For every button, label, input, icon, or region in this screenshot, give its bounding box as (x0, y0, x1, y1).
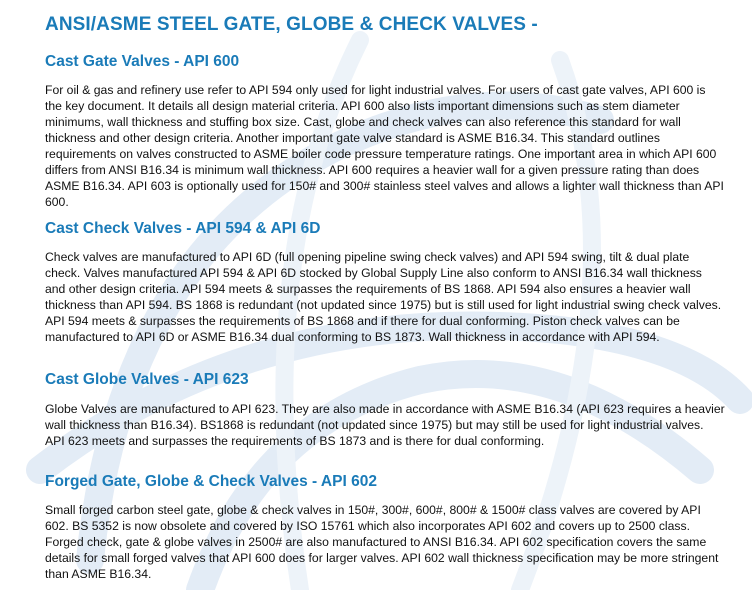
section-body-forged: Small forged carbon steel gate, globe & check valves in 150#, 300#, 600#, 800# & 1500# class valves are covered by API 602. BS 5352 is now obsolete and covered by ISO 15761 which also incorporates API 602 and covers up to 2500 class. Forged check, gate & globe valves in 2500# are also manufactured to ANSI B16.34. API 602 specification covers the same details for small forged valves that API 600 does for larger valves. API 602 wall thickness specification may be more stringent than ASME B16.34. (45, 503, 719, 581)
section-heading-cast-globe: Cast Globe Valves - API 623 (45, 371, 249, 388)
section-heading-cast-check: Cast Check Valves - API 594 & API 6D (45, 220, 321, 237)
section-heading-forged: Forged Gate, Globe & Check Valves - API 602 (45, 473, 377, 490)
section-body-cast-check: Check valves are manufactured to API 6D (full opening pipeline swing check valves) and API 594 swing, tilt & dual plate check. Valves manufactured API 594 & API 6D stocked by Global Supply Line also conform to ANSI B16.34 wall thickness and other design criteria. API 594 meets & surpasses the requirements of BS 1868. API 594 also ensures a heavier wall thickness than API 594. BS 1868 is redundant (not updated since 1975) but is still used for light industrial swing check valves. API 594 meets & surpasses the requirements of BS 1868 and if there for dual conforming. Piston check valves can be manufactured to API 6D or ASME B16.34 dual conforming to BS 1873. Wall thickness in accordance with API 594. (45, 250, 722, 344)
section-body-cast-gate: For oil & gas and refinery use refer to API 594 only used for light industrial valves. For users of cast gate valves, API 600 is the key document. It details all design material criteria. API 600 also lists important dimensions such as stem diameter minimums, wall thickness and stuffing box size. Cast, globe and check valves can also reference this standard for wall thickness and other design criteria. Another important gate valve standard is ASME B16.34. This standard outlines requirements on valves constructed to ASME boiler code pressure temperature ratings. One important area in which API 600 differs from ANSI B16.34 is minimum wall thickness. API 600 requires a heavier wall for a given pressure rating than does ASME B16.34. API 603 is optionally used for 150# and 300# stainless steel valves and allows a lighter wall thickness than API 600. (45, 83, 724, 209)
section-body-cast-globe: Globe Valves are manufactured to API 623. They are also made in accordance with ASME B16.34 (API 623 requires a heavier wall thickness than B16.34). BS1868 is redundant (not updated since 1975) but may still be used for light industrial valves. API 623 meets and surpasses the requirements of BS 1873 and is there for dual conforming. (45, 402, 725, 448)
section-heading-cast-gate: Cast Gate Valves - API 600 (45, 53, 240, 70)
page-title: ANSI/ASME STEEL GATE, GLOBE & CHECK VALVES - (45, 14, 538, 35)
